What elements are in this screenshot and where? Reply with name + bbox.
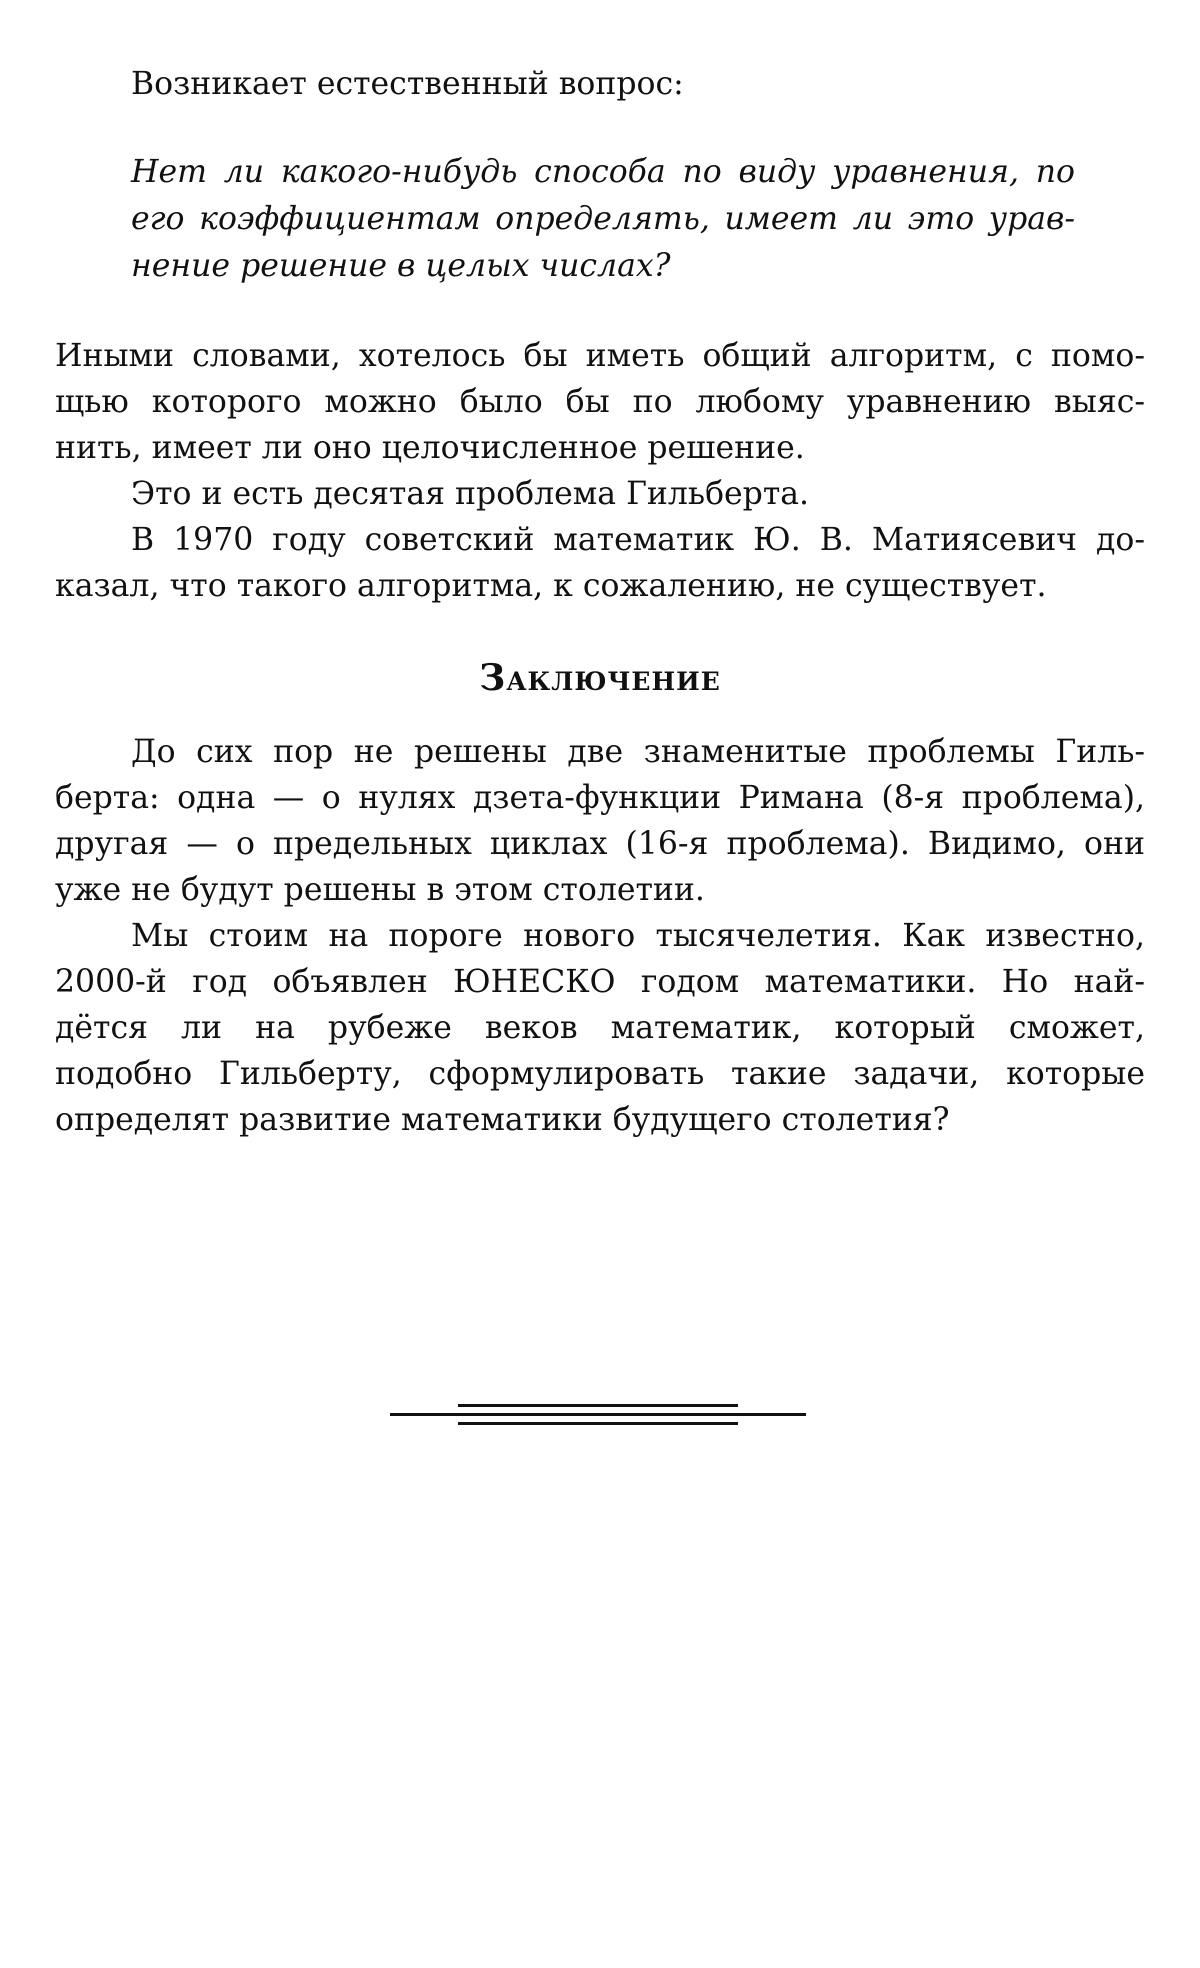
end-ornament <box>0 1404 1200 1434</box>
question-line-1: Нет ли какого-нибудь способа по виду уравнения, по <box>131 154 1075 190</box>
paragraph-4-line-2: берта: одна — о нулях дзета-функции Римана (8-я проблема), <box>55 780 1145 816</box>
paragraph-5-line-2: 2000-й год объявлен ЮНЕСКО годом математики. Но най- <box>55 964 1145 1000</box>
paragraph-1-line-3: нить, имеет ли оно целочисленное решение. <box>55 430 805 466</box>
question-line-2: его коэффициентам определять, имеет ли это урав- <box>131 201 1075 237</box>
paragraph-5-line-1: Мы стоим на пороге нового тысячелетия. Как известно, <box>131 918 1145 954</box>
paragraph-5-line-4: подобно Гильберту, сформулировать такие задачи, которые <box>55 1056 1145 1092</box>
paragraph-1-line-2: щью которого можно было бы по любому уравнению выяс- <box>55 384 1145 420</box>
paragraph-4-line-3: другая — о предельных циклах (16-я проблема). Видимо, они <box>55 826 1145 862</box>
paragraph-5-line-5: определят развитие математики будущего столетия? <box>55 1102 950 1138</box>
paragraph-3-line-2: казал, что такого алгоритма, к сожалению, не существует. <box>55 568 1047 604</box>
paragraph-2: Это и есть десятая проблема Гильберта. <box>131 476 810 512</box>
paragraph-4-line-4: уже не будут решены в этом столетии. <box>55 872 705 908</box>
paragraph-4-line-1: До сих пор не решены две знаменитые проблемы Гиль- <box>131 734 1145 770</box>
ornament-bottom-rule <box>458 1422 738 1425</box>
section-heading <box>55 654 1145 702</box>
ornament-middle-rule <box>390 1413 806 1416</box>
paragraph-3-line-1: В 1970 году советский математик Ю. В. Матиясевич до- <box>131 522 1145 558</box>
paragraph-1-line-1: Иными словами, хотелось бы иметь общий алгоритм, с помо- <box>55 338 1145 374</box>
question-intro: Возникает естественный вопрос: <box>131 66 684 102</box>
ornament-top-rule <box>458 1404 738 1407</box>
paragraph-5-line-3: дётся ли на рубеже веков математик, который сможет, <box>55 1010 1145 1046</box>
question-line-3: нение решение в целых числах? <box>131 248 671 284</box>
section-heading-text: Заключение <box>479 657 721 699</box>
